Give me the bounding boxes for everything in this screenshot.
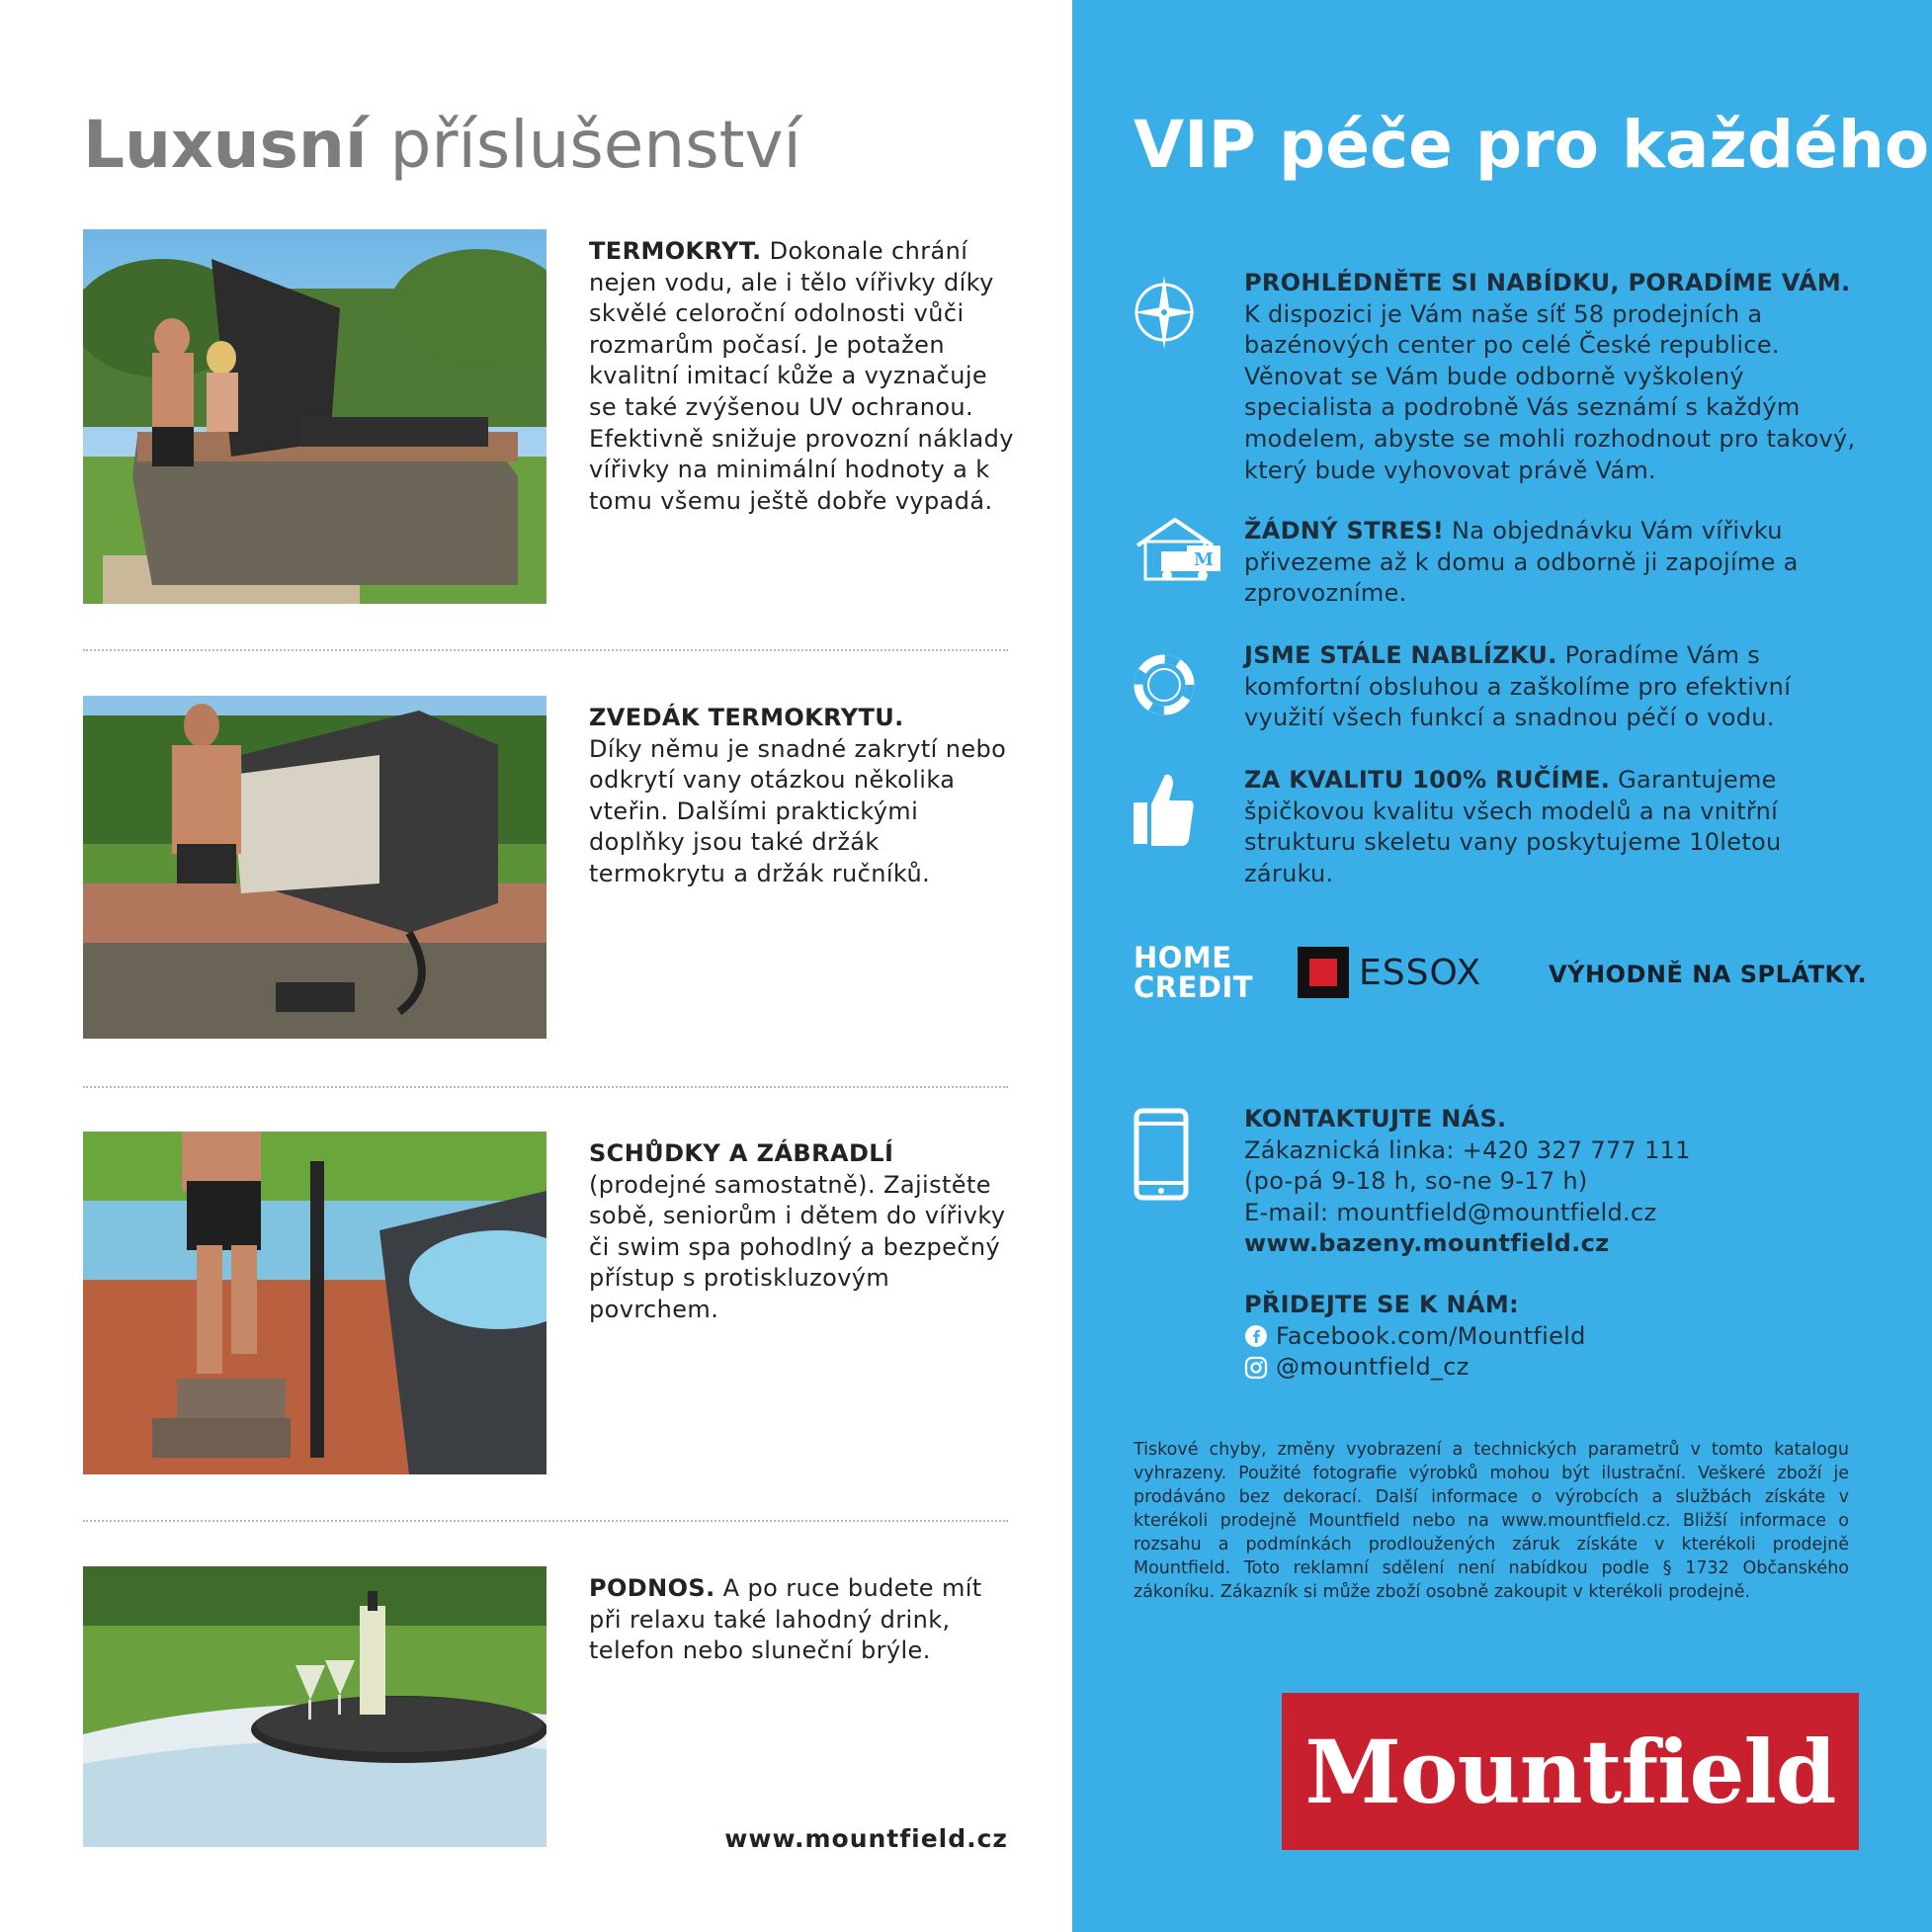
termokryt-photo — [83, 229, 546, 604]
facebook-link[interactable] — [1244, 1321, 1877, 1353]
title-light: pro každého — [1474, 107, 1930, 183]
schudky-heading: SCHŮDKY A ZÁBRADLÍ — [589, 1139, 894, 1167]
home-credit-logo — [1134, 943, 1253, 1002]
vip-item-heading: ŽÁDNÝ STRES! — [1244, 517, 1445, 545]
join-us-heading: PŘIDEJTE SE K NÁM: — [1244, 1290, 1519, 1318]
installments-label: VÝHODNĚ NA SPLÁTKY. — [1549, 961, 1868, 988]
facebook-label: Facebook.com/Mountfield — [1276, 1321, 1586, 1350]
mountfield-logo: Mountfield — [1282, 1693, 1859, 1850]
schudky-description — [589, 1138, 1014, 1326]
facebook-icon — [1244, 1324, 1268, 1348]
essox-mark-icon — [1298, 947, 1349, 998]
divider — [83, 1086, 1008, 1088]
contact-section — [1134, 1104, 1904, 1400]
divider — [83, 1520, 1008, 1522]
podnos-description — [589, 1573, 1014, 1667]
podnos-heading: PODNOS. — [589, 1574, 715, 1602]
lifebuoy-icon — [1134, 654, 1195, 715]
vip-item-support — [1134, 640, 1904, 739]
vip-item-text — [1244, 268, 1857, 486]
legal-disclaimer: Tiskové chyby, změny vyobrazení a technických parametrů v tomto katalogu vyhrazeny. Použité fotografie výrobků mohou být ilustrační. Veškeré zboží je prodáváno bez dekorací. Další informace o výrobcích a službách získáte v kterékoli prodejně Mountfield nebo na www.mountfield.cz. Bližší informace o rozsahu a podmínkách prodloužených záruk získáte v kterékoli prodejně Mountfield. Toto reklamní sdělení není nabídkou podle § 1732 Občanského zákoníku. Zákazník si může zboží osobně zakoupit v kterékoli prodejně. — [1134, 1440, 1849, 1602]
vip-item-body: Garantujeme špičkovou kvalitu všech modelů a na vnitřní strukturu skeletu vany poskytujeme 10letou záruku. — [1244, 766, 1782, 887]
zvedak-heading: ZVEDÁK TERMOKRYTU. — [589, 704, 904, 731]
schudky-text: (prodejné samostatně). Zajistěte sobě, seniorům i dětem do vířivky či swim spa pohodlný a bezpečný přístup s protiskluzovým povrchem. — [589, 1170, 1006, 1323]
product-schudky — [83, 1132, 1008, 1474]
vip-item-text — [1244, 640, 1857, 734]
zvedak-photo — [83, 696, 546, 1039]
instagram-label: @mountfield_cz — [1276, 1353, 1470, 1382]
opening-hours: (po-pá 9-18 h, so-ne 9-17 h) — [1244, 1167, 1588, 1196]
home-credit-line2: CREDIT — [1134, 970, 1254, 1004]
vip-care-panel — [1072, 0, 1932, 1932]
accessories-title — [83, 107, 801, 183]
vip-item-heading: JSME STÁLE NABLÍZKU. — [1244, 641, 1557, 669]
schudky-photo — [83, 1132, 546, 1474]
vip-item-delivery — [1134, 516, 1904, 615]
financing-logos — [1134, 939, 1904, 1008]
vip-item-body: Poradíme Vám s komfortní obsluhou a zaškolíme pro efektivní využití všech funkcí a snadnou péčí o vodu. — [1244, 641, 1792, 732]
compass-icon — [1134, 268, 1195, 357]
customer-line: Zákaznická linka: +420 327 777 111 — [1244, 1135, 1691, 1164]
title-bold: VIP péče — [1134, 107, 1453, 183]
instagram-icon — [1244, 1356, 1268, 1380]
home-credit-line1: HOME — [1134, 941, 1232, 974]
title-light: příslušenství — [389, 107, 801, 183]
vip-item-body: Na objednávku Vám vířivku přivezeme až k domu a odborně ji zapojíme a zprovozníme. — [1244, 517, 1799, 608]
vip-item-warranty — [1134, 765, 1904, 893]
email[interactable]: E-mail: mountfield@mountfield.cz — [1244, 1198, 1657, 1226]
divider — [83, 649, 1008, 651]
delivery-house-icon — [1134, 516, 1222, 581]
thumbs-up-icon — [1134, 769, 1195, 848]
contact-heading: KONTAKTUJTE NÁS. — [1244, 1105, 1507, 1133]
vip-item-heading: PROHLÉDNĚTE SI NABÍDKU, PORADÍME VÁM. — [1244, 269, 1851, 296]
instagram-link[interactable] — [1244, 1352, 1877, 1384]
svg-text:M: M — [1194, 549, 1214, 570]
vip-item-heading: ZA KVALITU 100% RUČÍME. — [1244, 766, 1611, 794]
podnos-photo — [83, 1566, 546, 1847]
essox-logo: ESSOX — [1359, 953, 1482, 993]
termokryt-description — [589, 236, 1014, 517]
vip-item-body: K dispozici je Vám naše síť 58 prodejních a bazénových center po celé České republice. Věnovat se Vám bude odborně vyškolený specialista a podrobně Vás seznámí s každým modelem, abyste se mohli rozhodnout pro takový, který bude vyhovovat právě Vám. — [1244, 299, 1856, 484]
zvedak-description — [589, 703, 1014, 890]
pools-website-link[interactable]: www.bazeny.mountfield.cz — [1244, 1229, 1610, 1258]
vip-title — [1134, 107, 1929, 183]
website-link[interactable]: www.mountfield.cz — [724, 1824, 1008, 1853]
vip-item-consultation — [1134, 268, 1904, 485]
termokryt-heading: TERMOKRYT. — [589, 237, 762, 265]
product-zvedak — [83, 696, 1008, 1039]
smartphone-icon — [1134, 1108, 1189, 1201]
vip-item-text — [1244, 516, 1857, 610]
termokryt-text: Dokonale chrání nejen vodu, ale i tělo vířivky díky skvělé celoroční odolnosti vůči rozmarům počasí. Je potažen kvalitní imitací kůže a vyznačuje se také zvýšenou UV ochranou. Efektivně snižuje provozní náklady vířivky na minimální hodnoty a k tomu všemu ještě dobře vypadá. — [589, 237, 1014, 515]
title-bold: Luxusní — [83, 107, 368, 183]
vip-item-text — [1244, 765, 1857, 889]
podnos-text: A po ruce budete mít při relaxu také lahodný drink, telefon nebo sluneční brýle. — [589, 1574, 982, 1665]
product-podnos — [83, 1566, 1008, 1847]
contact-text — [1244, 1104, 1877, 1384]
zvedak-text: Díky němu je snadné zakrytí nebo odkrytí vany otázkou několika vteřin. Dalšími praktickými doplňky jsou také držák termokrytu a držák ručníků. — [589, 734, 1007, 887]
product-termokryt — [83, 229, 1014, 605]
